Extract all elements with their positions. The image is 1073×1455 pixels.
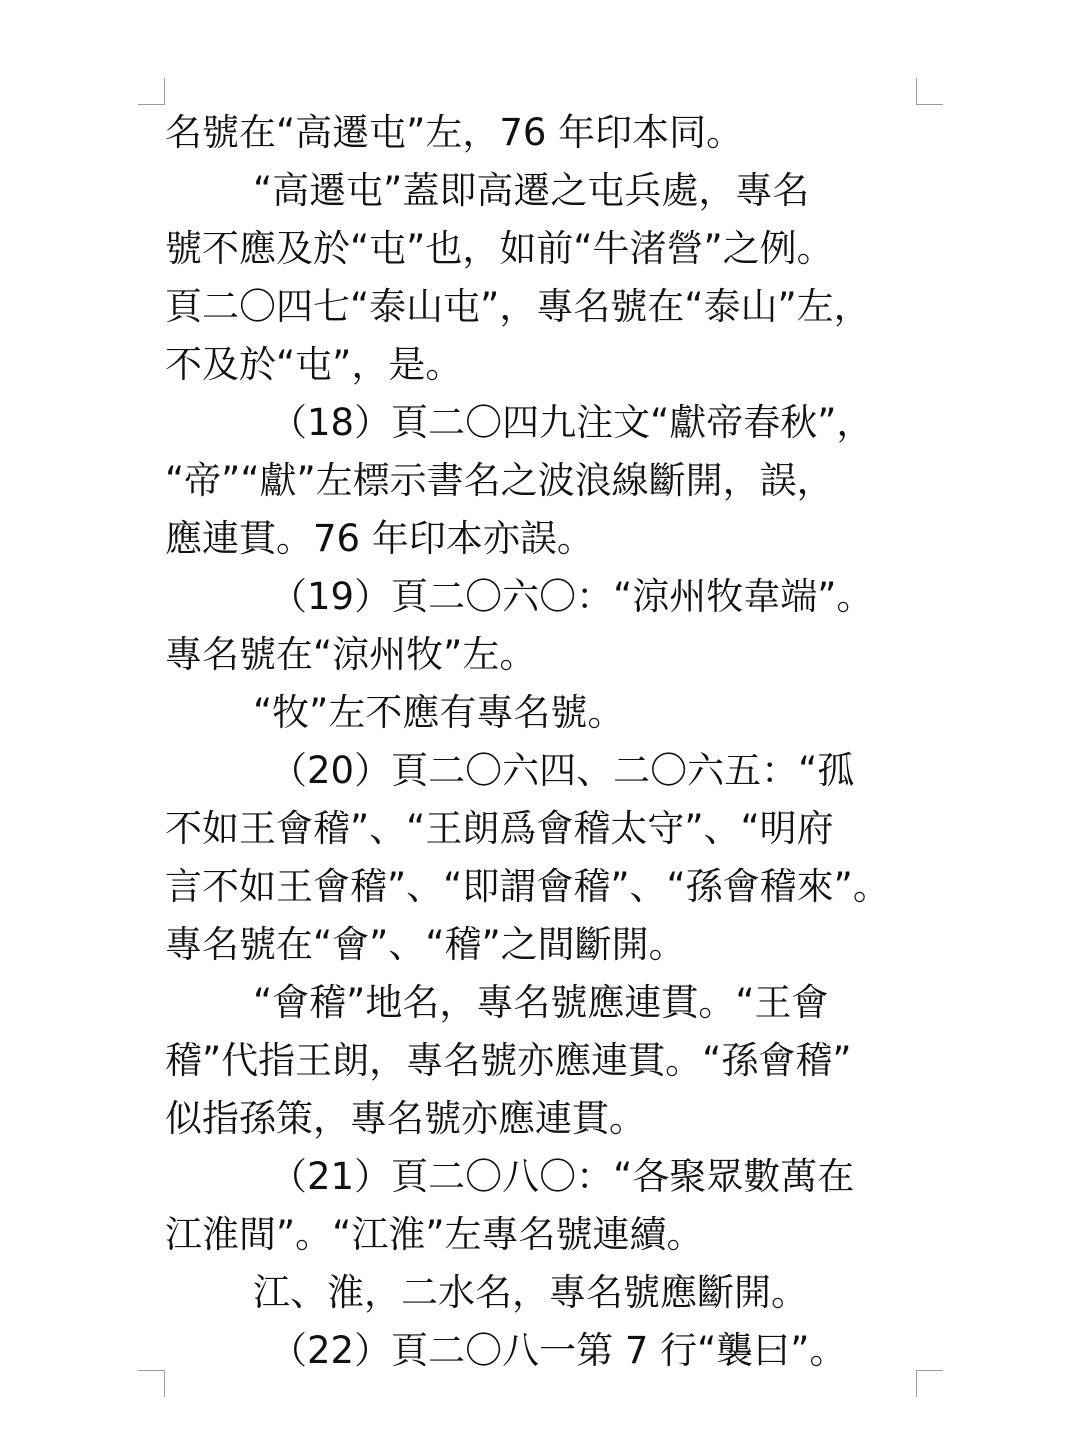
text-line: 頁二〇四七“泰山屯”，專名號在“泰山”左， bbox=[165, 285, 871, 328]
text-line: 似指孫策，專名號亦應連貫。 bbox=[165, 1097, 646, 1140]
page-text-block bbox=[165, 104, 917, 1380]
crop-mark-bottom-left bbox=[138, 1370, 165, 1397]
text-line: （19）頁二〇六〇：“涼州牧韋端”。 bbox=[270, 575, 874, 618]
text-line: 專名號在“會”、“稽”之間斷開。 bbox=[165, 923, 686, 966]
text-line: 應連貫。76 年印本亦誤。 bbox=[165, 517, 594, 560]
text-line: 言不如王會稽”、“即謂會稽”、“孫會稽來”。 bbox=[165, 865, 890, 908]
text-line: “會稽”地名，專名號應連貫。“王會 bbox=[253, 981, 829, 1024]
text-line: “牧”左不應有專名號。 bbox=[253, 691, 625, 734]
text-line: 稽”代指王朗，專名號亦應連貫。“孫會稽” bbox=[165, 1039, 852, 1082]
text-line: 不及於“屯”，是。 bbox=[165, 343, 463, 386]
text-line: 號不應及於“屯”也，如前“牛渚營”之例。 bbox=[165, 227, 834, 270]
text-line: （22）頁二〇八一第 7 行“襲曰”。 bbox=[270, 1329, 847, 1372]
text-line: （20）頁二〇六四、二〇六五：“孤 bbox=[270, 749, 855, 792]
crop-mark-bottom-right bbox=[916, 1370, 943, 1397]
text-line: 江淮間”。“江淮”左專名號連續。 bbox=[165, 1213, 704, 1256]
text-line: “高遷屯”蓋即高遷之屯兵處，專名 bbox=[253, 169, 810, 212]
crop-mark-top-right bbox=[916, 78, 943, 105]
text-line: （21）頁二〇八〇：“各聚眾數萬在 bbox=[270, 1155, 855, 1198]
text-line: 江、淮，二水名，專名號應斷開。 bbox=[253, 1271, 808, 1314]
text-line: 不如王會稽”、“王朗爲會稽太守”、“明府 bbox=[165, 807, 834, 850]
text-line: （18）頁二〇四九注文“獻帝春秋”， bbox=[270, 401, 874, 444]
crop-mark-top-left bbox=[138, 78, 165, 105]
text-line: 名號在“高遷屯”左，76 年印本同。 bbox=[165, 111, 744, 154]
text-line: 專名號在“涼州牧”左。 bbox=[165, 633, 537, 676]
text-line: “帝”“獻”左標示書名之波浪線斷開，誤， bbox=[165, 459, 834, 502]
